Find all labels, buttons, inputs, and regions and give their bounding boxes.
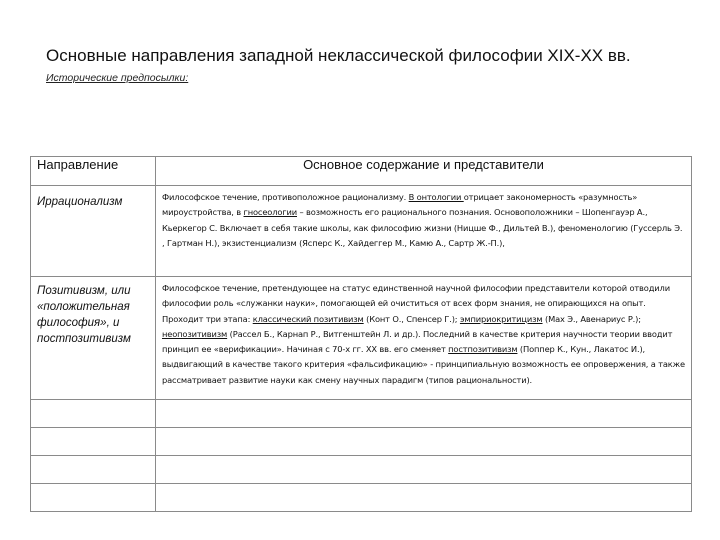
content-text: (Рассел Б., Карнап Р., Витгенштейн Л. и др.). Последний в качестве критерия научности теории вводит принцип ее «верификации». Начиная с 70-х гг. XX вв. его сменяет (162, 328, 673, 355)
underlined-term: гносеологии (243, 207, 297, 218)
underlined-term: эмпириокритицизм (459, 313, 543, 324)
content-text: (Конт О., Спенсер Г.); (363, 313, 460, 324)
table-row (31, 186, 692, 277)
empty-cell (156, 484, 692, 512)
empty-table-row (31, 484, 692, 512)
content-cell (156, 186, 692, 277)
empty-cell (156, 400, 692, 428)
table-row (31, 277, 692, 400)
empty-cell (31, 456, 156, 484)
empty-table-row (31, 400, 692, 428)
direction-cell: Иррационализм (31, 186, 156, 277)
direction-cell: Позитивизм, или «положительная философия», и постпозитивизм (31, 277, 156, 400)
underlined-term: В онтологии (408, 192, 464, 202)
content-text: отрицает закономерность «разумность» мироустройства, в (162, 192, 638, 218)
underlined-term: неопозитивизм (162, 328, 228, 339)
empty-table-row (31, 456, 692, 484)
empty-table-row (31, 428, 692, 456)
underlined-term: постпозитивизм (448, 344, 518, 355)
empty-cell (31, 400, 156, 428)
empty-cell (31, 428, 156, 456)
header-direction: Направление (31, 157, 156, 186)
page-title: Основные направления западной неклассической философии XIX-XX вв. (46, 46, 631, 65)
empty-cell (156, 428, 692, 456)
page-subtitle: Исторические предпосылки: (46, 72, 189, 84)
content-cell (156, 277, 692, 400)
content-text: Философское течение, противоположное рационализму. (162, 192, 409, 202)
table-header-row (31, 157, 692, 186)
content-text: (Мах Э., Авенариус Р.); (542, 313, 641, 324)
header-content: Основное содержание и представители (156, 157, 692, 186)
content-text: – возможность его рационального познания. Основоположники – Шопенгауэр А., Кьеркегор С. Включает в себя такие школы, как философию жизни (Ницше Ф., Дильтей В.), феноменологию (Гуссерль Э. , Гартман Н.), экзистенциализм (Ясперс К., Хайдеггер М., Камю А., Сартр Ж.-П.), (162, 207, 683, 248)
empty-cell (31, 484, 156, 512)
underlined-term: классический позитивизм (252, 313, 364, 324)
content-text: (Поппер К., Кун., Лакатос И.), выдвигающий в качестве такого критерия «фальсификацию» - принципиальную возможность ее опровержения, а также рассматривает развитие науки как смену научных парадигм (типов рациональности). (162, 344, 685, 385)
content-text: Философское течение, претендующее на статус единственной научной философии представители которой отводили философии роль «служанки науки», помогающей ей очиститься от всех форм знания, не опирающихся на опыт. Проходит три этапа: (162, 283, 670, 324)
empty-cell (156, 456, 692, 484)
philosophy-table (30, 156, 692, 512)
